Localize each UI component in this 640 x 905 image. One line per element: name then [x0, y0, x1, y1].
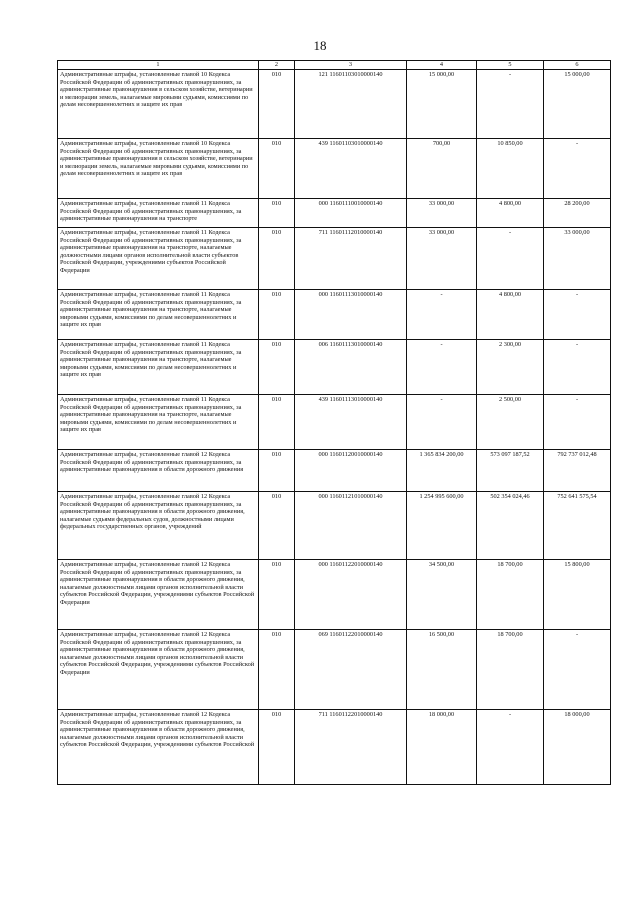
row-value-4: 16 500,00 [407, 630, 477, 710]
row-value-5: - [477, 710, 544, 785]
row-kbk: 000 11601120010000140 [295, 450, 407, 492]
row-code: 010 [259, 450, 295, 492]
row-kbk: 000 11601122010000140 [295, 560, 407, 630]
row-value-5: - [477, 70, 544, 139]
table-row [58, 70, 611, 139]
row-value-4: 1 254 995 600,00 [407, 492, 477, 560]
row-name: Административные штрафы, установленные главой 12 Кодекса Российской Федерации об административных правонарушениях, за административные правонарушения в области дорожного движения, налагаемые судьями федеральных судов, должностными лицами федеральных государственных органов, учреждений [58, 492, 259, 560]
row-kbk: 439 11601103010000140 [295, 139, 407, 199]
row-kbk: 000 11601121010000140 [295, 492, 407, 560]
row-name: Административные штрафы, установленные главой 12 Кодекса Российской Федерации об административных правонарушениях, за административные правонарушения в области дорожного движения, налагаемые должностными лицами органов исполнительной власти субъектов Российской Федерации, учреждениями субъектов Российской Федерации [58, 560, 259, 630]
row-value-5: 2 500,00 [477, 395, 544, 450]
row-value-6: 33 000,00 [544, 228, 611, 290]
revenue-table [57, 60, 611, 785]
row-value-6: - [544, 395, 611, 450]
row-code: 010 [259, 560, 295, 630]
table-row [58, 290, 611, 340]
row-kbk: 069 11601122010000140 [295, 630, 407, 710]
row-value-6: 18 000,00 [544, 710, 611, 785]
row-kbk: 439 11601113010000140 [295, 395, 407, 450]
row-name: Административные штрафы, установленные главой 11 Кодекса Российской Федерации об административных правонарушениях, за административные правонарушения на транспорте [58, 199, 259, 228]
table-row [58, 139, 611, 199]
row-value-5: 18 700,00 [477, 560, 544, 630]
row-name: Административные штрафы, установленные главой 11 Кодекса Российской Федерации об административных правонарушениях, за административные правонарушения на транспорте, налагаемые мировыми судьями, комиссиями по делам несовершеннолетних и защите их прав [58, 340, 259, 395]
row-name: Административные штрафы, установленные главой 12 Кодекса Российской Федерации об административных правонарушениях, за административные правонарушения в области дорожного движения, налагаемые должностными лицами органов исполнительной власти субъектов Российской Федерации, учреждениями субъектов Российской [58, 710, 259, 785]
row-value-4: - [407, 340, 477, 395]
table-row [58, 395, 611, 450]
row-code: 010 [259, 492, 295, 560]
row-value-4: 1 365 834 200,00 [407, 450, 477, 492]
row-value-5: 2 300,00 [477, 340, 544, 395]
row-value-6: 15 000,00 [544, 70, 611, 139]
table-row [58, 228, 611, 290]
row-code: 010 [259, 710, 295, 785]
row-code: 010 [259, 199, 295, 228]
table-row [58, 560, 611, 630]
column-header: 3 [295, 61, 407, 70]
row-value-6: 28 200,00 [544, 199, 611, 228]
header-row [58, 61, 611, 70]
row-name: Административные штрафы, установленные главой 12 Кодекса Российской Федерации об административных правонарушениях, за административные правонарушения в области дорожного движения, налагаемые должностными лицами органов исполнительной власти субъектов Российской Федерации, учреждениями субъектов Российской Федерации [58, 630, 259, 710]
row-value-5: 4 800,00 [477, 199, 544, 228]
column-header: 1 [58, 61, 259, 70]
row-value-6: - [544, 630, 611, 710]
row-value-4: 18 000,00 [407, 710, 477, 785]
row-value-6: - [544, 290, 611, 340]
row-value-5: 502 354 024,46 [477, 492, 544, 560]
row-value-4: 15 000,00 [407, 70, 477, 139]
row-code: 010 [259, 70, 295, 139]
table-row [58, 710, 611, 785]
row-value-5: 18 700,00 [477, 630, 544, 710]
row-name: Административные штрафы, установленные главой 11 Кодекса Российской Федерации об административных правонарушениях, за административные правонарушения на транспорте, налагаемые мировыми судьями, комиссиями по делам несовершеннолетних и защите их прав [58, 395, 259, 450]
row-value-4: 34 500,00 [407, 560, 477, 630]
row-value-4: 700,00 [407, 139, 477, 199]
row-kbk: 006 11601113010000140 [295, 340, 407, 395]
table-row [58, 340, 611, 395]
row-name: Административные штрафы, установленные главой 12 Кодекса Российской Федерации об административных правонарушениях, за административные правонарушения в области дорожного движения [58, 450, 259, 492]
row-name: Административные штрафы, установленные главой 10 Кодекса Российской Федерации об административных правонарушениях, за административные правонарушения в сельском хозяйстве, ветеринарии и мелиорации земель, налагаемые мировыми судьями, комиссиями по делам несовершеннолетних и защите их прав [58, 139, 259, 199]
row-value-5: 4 800,00 [477, 290, 544, 340]
row-kbk: 711 11601112010000140 [295, 228, 407, 290]
row-kbk: 711 11601122010000140 [295, 710, 407, 785]
row-value-6: 15 800,00 [544, 560, 611, 630]
row-code: 010 [259, 139, 295, 199]
row-code: 010 [259, 395, 295, 450]
row-code: 010 [259, 290, 295, 340]
row-code: 010 [259, 630, 295, 710]
row-kbk: 000 11601113010000140 [295, 290, 407, 340]
row-value-6: 752 641 575,54 [544, 492, 611, 560]
row-kbk: 121 11601103010000140 [295, 70, 407, 139]
row-value-4: - [407, 395, 477, 450]
row-name: Административные штрафы, установленные главой 11 Кодекса Российской Федерации об административных правонарушениях, за административные правонарушения на транспорте, налагаемые должностными лицами органов исполнительной власти субъектов Российской Федерации, учреждениями субъектов Российской Федерации [58, 228, 259, 290]
row-value-6: 792 737 012,48 [544, 450, 611, 492]
row-name: Административные штрафы, установленные главой 10 Кодекса Российской Федерации об административных правонарушениях, за административные правонарушения в сельском хозяйстве, ветеринарии и мелиорации земель, налагаемые мировыми судьями, комиссиями по делам несовершеннолетних и защите их прав [58, 70, 259, 139]
row-code: 010 [259, 340, 295, 395]
row-kbk: 000 11601110010000140 [295, 199, 407, 228]
row-name: Административные штрафы, установленные главой 11 Кодекса Российской Федерации об административных правонарушениях, за административные правонарушения на транспорте, налагаемые мировыми судьями, комиссиями по делам несовершеннолетних и защите их прав [58, 290, 259, 340]
row-value-5: 573 097 187,52 [477, 450, 544, 492]
row-value-5: - [477, 228, 544, 290]
table-row [58, 492, 611, 560]
column-header: 2 [259, 61, 295, 70]
column-header: 5 [477, 61, 544, 70]
column-header: 6 [544, 61, 611, 70]
page-number: 18 [313, 38, 327, 53]
row-value-4: 33 000,00 [407, 199, 477, 228]
row-code: 010 [259, 228, 295, 290]
row-value-6: - [544, 340, 611, 395]
row-value-5: 10 850,00 [477, 139, 544, 199]
row-value-4: - [407, 290, 477, 340]
row-value-6: - [544, 139, 611, 199]
table-row [58, 630, 611, 710]
table-row [58, 199, 611, 228]
table-row [58, 450, 611, 492]
row-value-4: 33 000,00 [407, 228, 477, 290]
column-header: 4 [407, 61, 477, 70]
